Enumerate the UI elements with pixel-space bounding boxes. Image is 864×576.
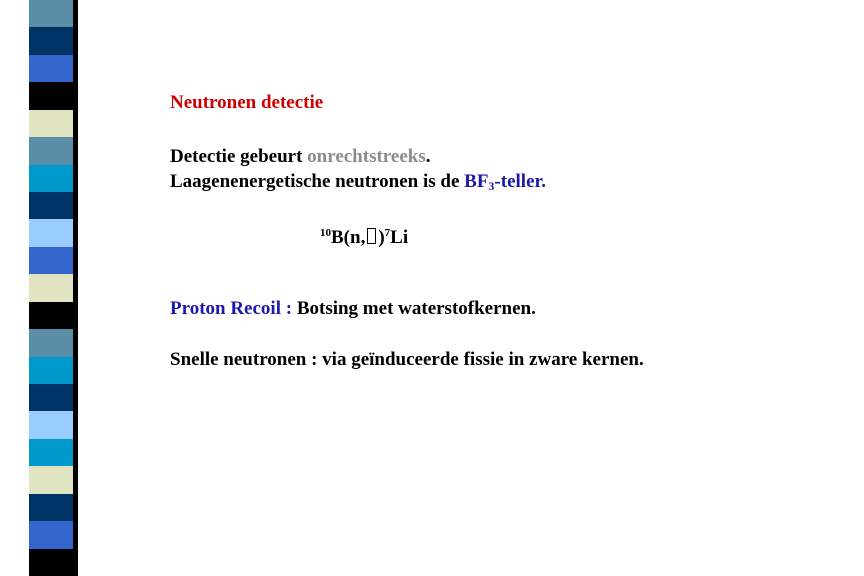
reaction-part2: ) [378, 227, 385, 248]
stripe-band [29, 55, 77, 83]
slide-title: Neutronen detectie [170, 92, 324, 113]
stripe-band [29, 384, 77, 412]
line1-prefix: Detectie gebeurt [170, 146, 308, 167]
stripe-band [29, 82, 77, 110]
stripe-band [29, 219, 77, 247]
decorative-stripe-bar [29, 0, 77, 576]
bf3-counter [464, 171, 546, 192]
proton-recoil-line [170, 298, 536, 320]
stripe-band [29, 329, 77, 357]
stripe-bar-shadow [73, 0, 78, 576]
low-energy-line [170, 171, 546, 197]
line1-suffix: . [425, 146, 431, 167]
stripe-band [29, 411, 77, 439]
proton-recoil-text: Botsing met waterstofkernen. [292, 298, 536, 319]
reaction-part3: Li [390, 227, 409, 248]
fast-neutrons-line: Snelle neutronen : via geïnduceerde fissie in zware kernen. [170, 349, 644, 370]
stripe-band [29, 302, 77, 330]
lithium-mass-number: 7 [384, 227, 391, 239]
boron-mass-number: 10 [320, 227, 331, 239]
missing-glyph-icon [367, 228, 376, 244]
bf-text: BF [464, 171, 489, 192]
stripe-band [29, 357, 77, 385]
stripe-band [29, 0, 77, 28]
bf-suffix: -teller. [494, 171, 546, 192]
stripe-band [29, 192, 77, 220]
stripe-band [29, 165, 77, 193]
line2-prefix: Laagenenergetische neutronen is de [170, 171, 465, 192]
stripe-band [29, 137, 77, 165]
stripe-band [29, 110, 77, 138]
bf-subscript: 3 [488, 179, 495, 193]
stripe-band [29, 466, 77, 494]
stripe-band [29, 274, 77, 302]
nuclear-reaction [320, 222, 408, 249]
indirect-detection-line [170, 146, 430, 168]
line1-highlight: onrechtstreeks [307, 146, 426, 167]
stripe-band [29, 27, 77, 55]
stripe-band [29, 549, 77, 576]
proton-recoil-label: Proton Recoil : [170, 298, 293, 319]
reaction-part1: B(n, [331, 227, 366, 248]
stripe-band [29, 494, 77, 522]
stripe-band [29, 247, 77, 275]
stripe-band [29, 439, 77, 467]
stripe-band [29, 521, 77, 549]
